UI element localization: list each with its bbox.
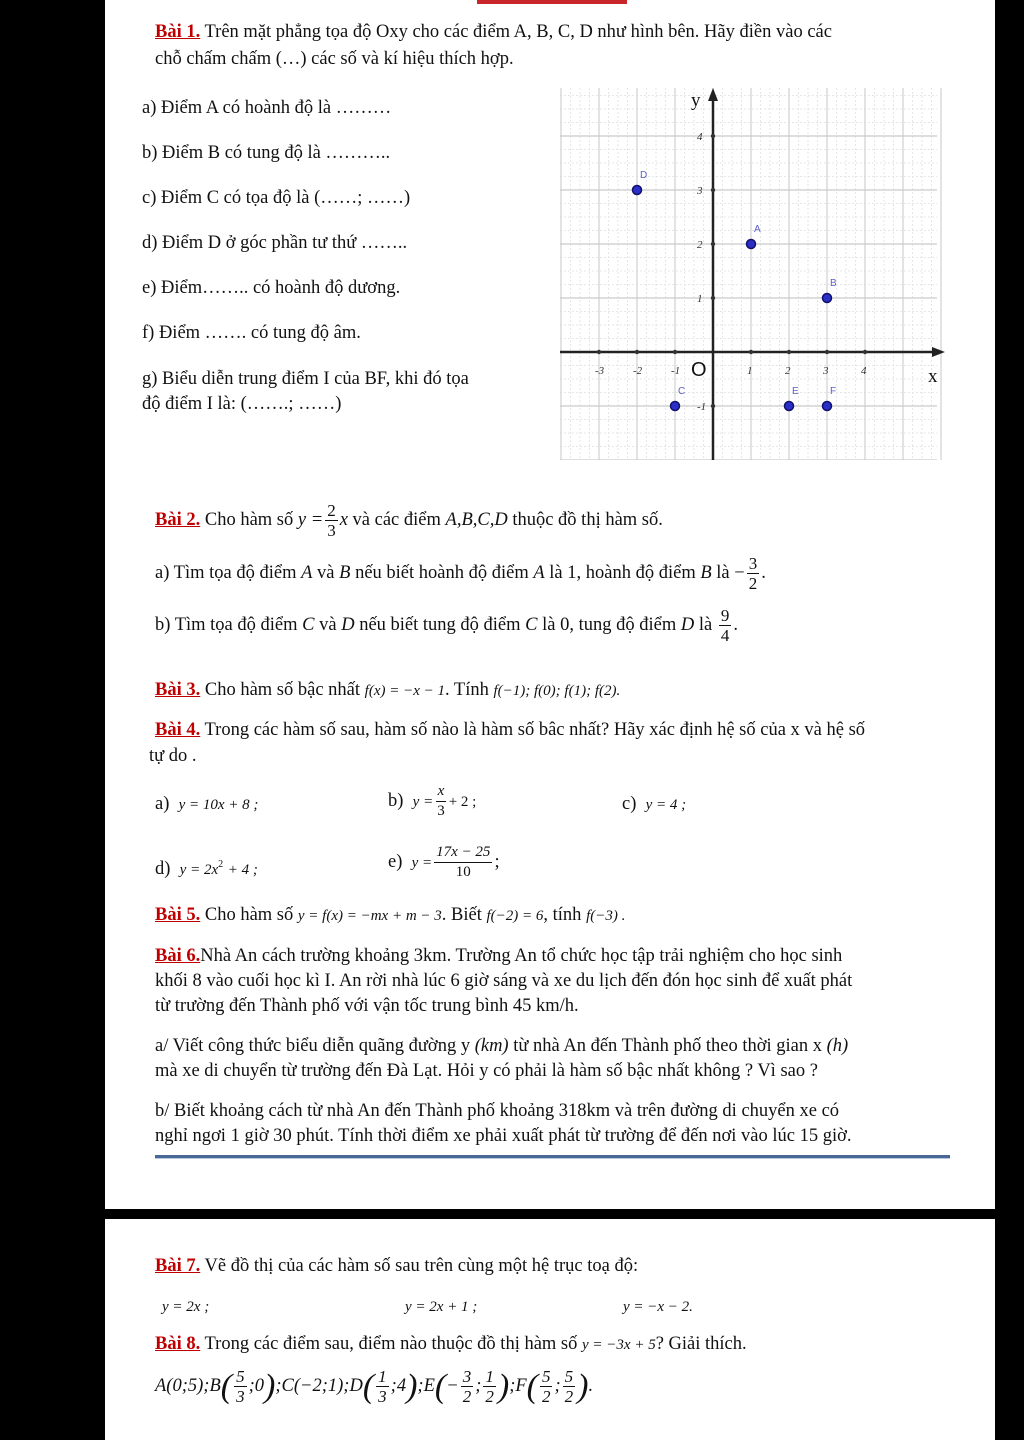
bai6-line3: từ trường đến Thành phố với vận tốc trung bình 45 km/h. xyxy=(155,996,579,1016)
svg-text:F: F xyxy=(830,386,837,397)
bai4-b: b) y = $\frac{x}{3}$ + 2 ; xyxy=(388,783,477,820)
bai7-f1: y = 2x ; xyxy=(162,1299,210,1315)
svg-text:-3: -3 xyxy=(595,365,605,377)
bai5: Bài 5. Cho hàm số y = f(x) = −mx + m − 3. Biết f(−2) = 6, tính f(−3) . xyxy=(155,905,626,925)
bai1-item-g: g) Biểu diễn trung điểm I của BF, khi đó tọa xyxy=(142,369,469,389)
bai1-item-b: b) Điểm B có tung độ là ……….. xyxy=(142,143,391,163)
bai4-e: e) y = $\frac{17x - 25}{10}$ ; xyxy=(388,844,500,881)
header-rule xyxy=(477,0,627,4)
bai4-d: d) $y = 2x^2 + 4$ ; xyxy=(155,859,258,880)
fraction: $\frac{x}{3}$ xyxy=(437,783,445,820)
bai6-line2: khối 8 vào cuối học kì I. An rời nhà lúc 6 giờ sáng và xe du lịch đến đón học sinh để xuất phát xyxy=(155,971,853,991)
bai7-f2: y = 2x + 1 ; xyxy=(405,1299,478,1315)
bai4-a: a) y = 10x + 8 ; xyxy=(155,794,259,814)
bai8-points: A(0;5);B( $\frac{5}{3}$ ;0);C(−2;1);D( $\frac{1}{3}$ ;4);E(− $\frac{3}{2}$ ; $\frac{1}{2}$ );F( $\frac{5}{2}$ ; $\frac{5}{2}$ ). xyxy=(155,1367,594,1407)
bai1-line1: Bài 1. Trên mặt phẳng tọa độ Oxy cho các điểm A, B, C, D như hình bên. Hãy điền vào các xyxy=(155,22,832,42)
svg-text:1: 1 xyxy=(697,293,703,305)
bai4-heading: Bài 4. xyxy=(155,720,201,740)
bai4-line2: tự do . xyxy=(149,746,197,766)
graph-point-d xyxy=(633,170,648,195)
section-divider xyxy=(155,1155,950,1159)
svg-text:2: 2 xyxy=(785,365,791,377)
bai7-heading: Bài 7. xyxy=(155,1256,201,1276)
svg-text:C: C xyxy=(678,386,686,397)
document-page-2 xyxy=(105,1219,995,1440)
bai1-item-d: d) Điểm D ở góc phần tư thứ …….. xyxy=(142,233,408,253)
bai1-line2: chỗ chấm chấm (…) các số và kí hiệu thích hợp. xyxy=(155,49,514,69)
graph-point-c xyxy=(671,386,686,411)
bai2-heading: Bài 2. xyxy=(155,510,201,530)
bai1-item-e: e) Điểm…….. có hoành độ dương. xyxy=(142,278,401,298)
bai3-heading: Bài 3. xyxy=(155,680,201,700)
graph-point-a xyxy=(747,224,762,249)
graph-point-b xyxy=(823,278,838,303)
svg-text:1: 1 xyxy=(747,365,753,377)
bai6-a-line1: a/ Viết công thức biểu diễn quãng đường y (km) từ nhà An đến Thành phố theo thời gian x (h) xyxy=(155,1036,849,1056)
svg-text:3: 3 xyxy=(697,185,703,197)
bai8: Bài 8. Trong các điểm sau, điểm nào thuộc đồ thị hàm số y = −3x + 5? Giải thích. xyxy=(155,1334,747,1354)
bai4-c: c) y = 4 ; xyxy=(622,794,687,814)
bai6-line1: Bài 6.Nhà An cách trường khoảng 3km. Trường An tổ chức học tập trải nghiệm cho học sinh xyxy=(155,946,843,966)
svg-text:3: 3 xyxy=(823,365,829,377)
svg-text:y: y xyxy=(691,90,701,111)
document-page-1 xyxy=(105,0,995,1209)
svg-text:O: O xyxy=(691,359,707,381)
svg-text:x: x xyxy=(928,366,938,387)
svg-text:-1: -1 xyxy=(671,365,681,377)
bai2-intro: Bài 2. Cho hàm số y = $\frac{2}{3}$ x và các điểm A,B,C,D thuộc đồ thị hàm số. xyxy=(155,501,663,541)
coordinate-graph xyxy=(560,88,945,460)
svg-text:-1: -1 xyxy=(697,401,707,413)
bai7-f3: y = −x − 2. xyxy=(623,1299,693,1315)
bai1-item-f: f) Điểm ……. có tung độ âm. xyxy=(142,323,361,343)
bai1-heading: Bài 1. xyxy=(155,22,201,42)
bai1-item-a: a) Điểm A có hoành độ là ……… xyxy=(142,98,392,118)
fraction: $\frac{17x - 25}{10}$ xyxy=(436,844,491,881)
bai6-b-line2: nghỉ ngơi 1 giờ 30 phút. Tính thời điểm xe phải xuất phát từ trường để đến nơi vào lúc 15 giờ. xyxy=(155,1126,852,1146)
svg-text:D: D xyxy=(640,170,648,181)
bai2-b: b) Tìm tọa độ điểm C và D nếu biết tung độ điểm C là 0, tung độ điểm D là $\frac{9}{4}$ . xyxy=(155,606,738,646)
svg-text:E: E xyxy=(792,386,799,397)
bai6-b-line1: b/ Biết khoảng cách từ nhà An đến Thành phố khoảng 318km và trên đường di chuyển xe có xyxy=(155,1101,840,1121)
bai6-heading: Bài 6. xyxy=(155,946,201,966)
bai2-a: a) Tìm tọa độ điểm A và B nếu biết hoành độ điểm A là 1, hoành độ điểm B là − $\frac{3}{2}$ . xyxy=(155,554,766,594)
bai5-heading: Bài 5. xyxy=(155,905,201,925)
bai8-heading: Bài 8. xyxy=(155,1334,201,1354)
bai1-item-g-cont: độ điểm I là: (…….; ……) xyxy=(142,394,342,414)
fraction: $\frac{2}{3}$ xyxy=(327,501,336,541)
graph-point-f xyxy=(823,386,837,411)
svg-text:B: B xyxy=(830,278,837,289)
graph-point-e xyxy=(785,386,800,411)
svg-text:-2: -2 xyxy=(633,365,643,377)
bai6-a-line2: mà xe di chuyển từ trường đến Đà Lạt. Hỏi y có phải là hàm số bậc nhất không ? Vì sao ? xyxy=(155,1061,818,1081)
bai1-item-c: c) Điểm C có tọa độ là (……; ……) xyxy=(142,188,411,208)
svg-text:A: A xyxy=(754,224,761,235)
svg-text:2: 2 xyxy=(697,239,703,251)
bai4-line1: Bài 4. Trong các hàm số sau, hàm số nào là hàm số bâc nhất? Hãy xác định hệ số của x và hệ số xyxy=(155,720,866,740)
svg-text:4: 4 xyxy=(697,131,703,143)
fraction: $\frac{3}{2}$ xyxy=(748,554,758,594)
bai3: Bài 3. Cho hàm số bậc nhất f(x) = −x − 1. Tính f(−1); f(0); f(1); f(2). xyxy=(155,680,621,700)
svg-text:4: 4 xyxy=(861,365,867,377)
fraction: $\frac{9}{4}$ xyxy=(720,606,730,646)
bai7: Bài 7. Vẽ đồ thị của các hàm số sau trên cùng một hệ trục toạ độ: xyxy=(155,1256,639,1276)
